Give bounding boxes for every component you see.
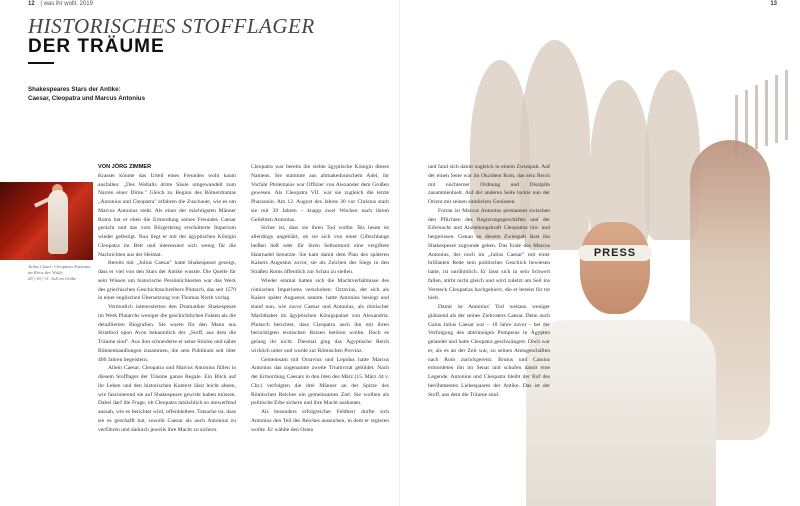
balustrade-post <box>765 80 768 146</box>
caption-line: Julius Cäsar: Cleopatra Antonius, <box>28 264 92 269</box>
paragraph: Cleopatra war bereits die siebte ägyptische Königin dieses Namens. Sie stammte aus altmakedonischem Adel, ihr Vorfahr Ptolemaios war Offizier von Alexander dem Großen gewesen. Als Cleopatra VII. war sie zugleich die letzte Pharaonin. Am 12. August des Jahres 30 vor Christus starb sie mit 39 Jahren – knapp zwei Wochen nach ihrem Geliebten Antonius. <box>251 164 389 223</box>
balustrade-post <box>755 85 758 149</box>
text-column-3 <box>428 163 550 399</box>
photo-caption <box>28 264 98 282</box>
caesar-stage-photo <box>0 182 93 260</box>
press-headband: PRESS <box>578 245 652 261</box>
article-deck <box>28 85 208 103</box>
paragraph: Krasser könnte das Urteil eines Freundes wohl kaum ausfallen: „Des Weltalls dritte Säule umgewandelt zum Narren einer Dirne." Gleich zu Beginn des Römerdramas „Antonius und Cleopatra" erfahren die Zuschauer, wie es um Marcus Antonius steht. Als einer der mächtigsten Männer Roms hat er eben die Ermordung seines Freundes Caesar gerächt und das vom Bürgerkrieg erschütterte Imperium wieder gefestigt. Nun liegt er mit der ägyptischen Königin Cleopatra im Bett und interessiert sich wenig für die Nachrichten aus der Heimat. <box>98 172 236 258</box>
headline-rule <box>28 62 54 64</box>
paragraph: Sicher ist, dass sie ihren Tod wollte. Bis heute ist allerdings ungeklärt, ob sie sich von einer Giftschlange beißen ließ oder für ihren Selbstmord eine vergiftete Haarnadel benutzte. Sie kam damit dem Plan des späteren Kaisers Augustus zuvor, sie als Zeichen des Siegs in den Straßen Roms öffentlich zur Schau zu stellen. <box>251 225 389 275</box>
deck-line: Caesar, Cleopatra und Marcus Antonius <box>28 95 146 102</box>
article-headline: DER TRÄUME <box>28 36 165 57</box>
folio-running-title: | was ihr wollt. 2019 <box>40 1 93 7</box>
actor-tunic <box>526 320 716 506</box>
paragraph: Allein Caesar, Cleopatra und Marcus Antonius füllen in diesem Stofflager der Träume ganze Regale. Ein Blick auf ihr Leben und den historischen Kontext lässt leicht ahnen, wie faszinierend sie auf Shakespeare gewirkt haben müssen. Dabei darf die Frage, ob Cleopatra tatsächlich so umwerfend aussah, wie es berichtet wird, offenbleiben. Tatsache ist, dass sie es geschafft hat, sowohl Caesar als auch Antonius zu verführen und dadurch jeweils ihre Macht zu sichern. <box>98 365 236 433</box>
actor-head <box>580 222 650 314</box>
paragraph: Damit ist Antonius' Tod weitaus weniger glänzend als der seines Ziehvaters Caesar. Denn auch Gaius Julius Caesar war – 18 Jahre zuvor – bei der Verfolgung des abtrünnigen Pompeius in Ägypten gelandet und hatte Cleopatra geschwängert. Doch war er, als es an der Zeit war, zu seinen Amtsgeschäften nach Rom zurückgereist. Brutus und Cassius ermordeten ihn im Senat und schufen damit eine Legende. Antonius und Cleopatra bleibt der Ruf des berühmtesten Liebespaares der Antike. Das ist der Stoff, aus dem die Träume sind. <box>428 304 550 398</box>
paragraph: Vermutlich interessierten den Dramatiker Shakespeare im Werk Plutarchs weniger die geschichtlichen Fakten als die detaillierten Biografien. Sie waren für den Mann aus Stratford upon Avon bekanntlich der „Stoff, aus dem die Träume sind". Aus ihm schneiderte er seine Stücke und nähte Bühnenhandlungen zusammen, die sein Publikum seit über 400 Jahren begeistern. <box>98 304 236 363</box>
page-number-left: 12 <box>28 1 35 7</box>
page-number-right: 13 <box>770 1 777 7</box>
photo-figure <box>48 190 68 254</box>
folio-left <box>28 1 93 7</box>
paragraph: Wieder einmal hatten sich die Machtverhältnisse des römischen Imperiums verschoben: Octavius, der sich als Kaiser später Augustus nannte, hatte Antonius besiegt und stand nun, wie zuvor Caesar und Antonius, als römischer Machthaber im ägyptischen Königspalast von Alexandria. Plutarch berichtet, dass Cleopatra auch ihn mit ihren berüchtigten erotischen Reizen betören wollte. Doch es gelang ihr nicht. Diesmal ging das Ägyptische Reich wirklich unter und wurde zur Römischen Provinz. <box>251 277 389 354</box>
paragraph: Bereits mit „Julius Caesar" hatte Shakespeare gezeigt, dass er viel von den Stars der Antike wusste. Die Quelle für sein Wissen um historische Persönlichkeiten war das Werk des griechischen Geschichtsschreibers Plutarch, das seit 1579 in einer englischen Übersetzung von Thomas North vorlag. <box>98 260 236 302</box>
paragraph: Als besonders erfolgreicher Feldherr durfte sich Antonius den Teil des Reiches aussuchen, in dem er regieren wollte. Er wählte den Osten <box>251 409 389 433</box>
balustrade-post <box>785 70 788 140</box>
caption-line: 29 | 30 | 31. Juli im Globe <box>28 276 77 281</box>
article-kicker: HISTORISCHES STOFFLAGER <box>28 14 315 38</box>
caption-line: im Kreis der Wölfe <box>28 270 63 275</box>
deck-line: Shakespeares Stars der Antike: <box>28 86 121 93</box>
byline: VON JÖRG ZIMMER <box>98 164 152 170</box>
paragraph: und fand sich damit zugleich in einem Zwiespalt. Auf der einen Seite war im Okzident Rom, das sein Reich mit nüchterner Ordnung und Disziplin zusammenhielt. Auf der anderen Seite lockte nun der Orient mit seinen sinnlichen Genüssen. <box>428 164 550 205</box>
text-column-1 <box>98 163 236 434</box>
paragraph: Fortan ist Marcus Antonius permanent zwischen den Pflichten des Regierungsgeschäftes und der Eifersucht und Anziehungskraft Cleopatras hin- und hergerissen. Genau an diesem Zwiespalt lässt ihn Shakespeare zugrunde gehen. Das Ende des Marcus Antonius, der noch im „Julius Caesar" mit einer brillanten Rede sein politisches Geschick bewiesen hatte, ist unrühmlich. Er lässt sich in sein Schwert fallen, stirbt nicht gleich und wird zuletzt am Seil ins Versteck Cleopatras hochgehievt, die er bereits für tot hielt. <box>428 207 550 302</box>
text-column-2 <box>251 163 389 434</box>
paragraph: Gemeinsam mit Octavius und Lepidus hatte Marcus Antonius das sogenannte zweite Triumvirat gebildet. Nach der Ermordung Caesars in den Iden des März (15. März 44 v. Chr.) verfolgten die drei Männer an der Spitze des Römischen Reiches ein gemeinsames Ziel: Sie wollten als politische Erbe sichern und ihre Macht ausbauen. <box>251 356 389 407</box>
balustrade-post <box>775 75 778 143</box>
